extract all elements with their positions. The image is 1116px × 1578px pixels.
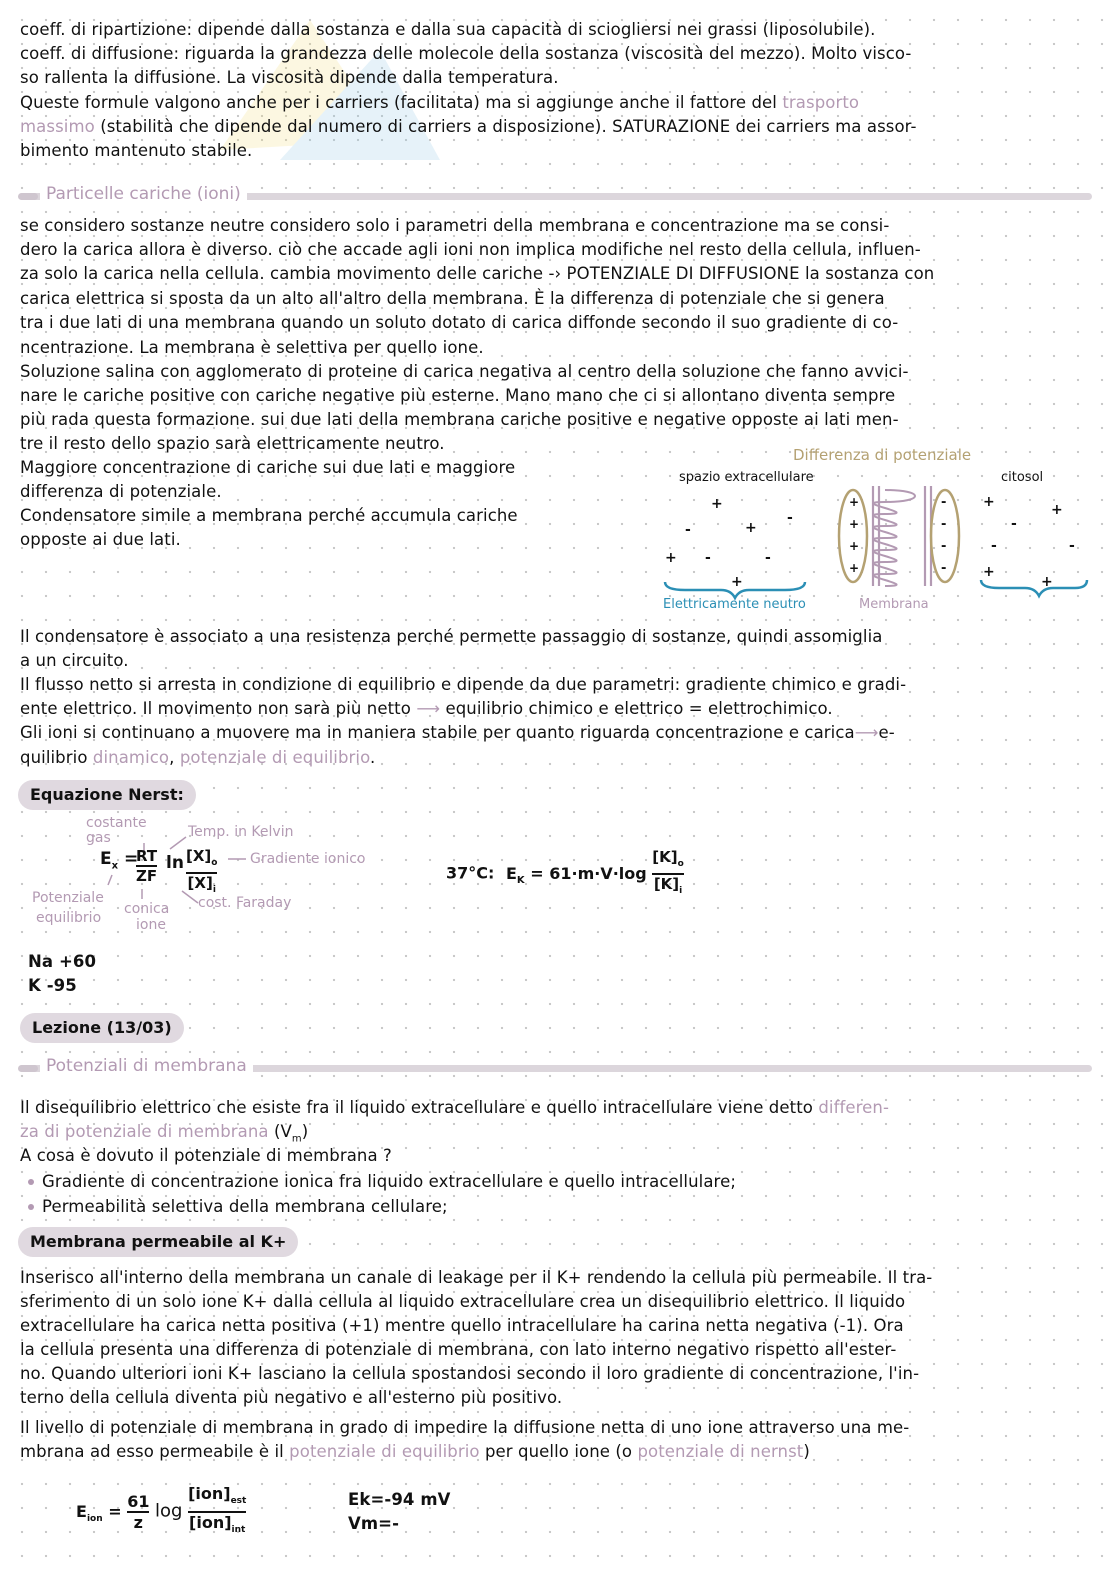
charge-minus: - xyxy=(991,538,997,554)
charge-plus: + xyxy=(731,574,743,590)
charge-minus: - xyxy=(685,522,691,538)
highlight-term: potenziale di equilibrio xyxy=(289,1442,480,1461)
text: coeff. di ripartizione: dipende dalla sostanza e dalla sua capacità di sciogliersi nei grassi (liposolubile). xyxy=(20,20,876,39)
text: Il livello di potenziale di membrana in grado di impedire la diffusione netta di uno ione attraverso una me- xyxy=(20,1418,910,1437)
text: so rallenta la diffusione. La viscosità dipende dalla temperatura. xyxy=(20,68,559,87)
equation-37c xyxy=(446,848,684,900)
log-symbol: log xyxy=(155,1500,183,1522)
charge-plus: + xyxy=(849,539,860,553)
membrane-potential-diagram xyxy=(655,440,1095,620)
charge-plus: + xyxy=(849,561,860,575)
text: Maggiore concentrazione di cariche sui due lati e maggiore xyxy=(20,458,516,477)
pill-lezione: Lezione (13/03) xyxy=(20,1013,184,1043)
annotation-faraday: cost. Faraday xyxy=(198,895,292,911)
k-line-1 xyxy=(20,1266,932,1291)
value-na: Na +60 xyxy=(28,952,97,971)
charge-minus: - xyxy=(941,517,947,532)
mid-line-6 xyxy=(20,746,375,771)
sec1-line-5 xyxy=(20,311,898,336)
text: differenza di potenziale. xyxy=(20,482,222,501)
brace-right xyxy=(981,580,1087,596)
paragraph-ripartizione xyxy=(20,18,875,43)
text: nare le cariche positive con cariche negative più esterne. Mano mano che ci si allontano diventa sempre xyxy=(20,386,896,405)
diagram-title: Differenza di potenziale xyxy=(793,446,972,464)
pill-equazione-nernst: Equazione Nerst: xyxy=(18,780,196,810)
annotation-carica: conica xyxy=(124,901,170,917)
fraction-concentration: $[X]_o$ $[X]_i$ xyxy=(186,847,218,895)
highlight-term: dinamico xyxy=(92,748,170,767)
charge-minus: - xyxy=(787,510,793,526)
bullet-dot xyxy=(28,1204,34,1210)
annotation-gas: gas xyxy=(86,830,111,846)
sec1-line-2 xyxy=(20,238,921,263)
text: (V xyxy=(268,1122,292,1141)
text: carica elettrica si sposta da un alto all'altro della membrana. È la differenza di potenziale che si genera xyxy=(20,289,885,308)
fraction-rt-zf: RT ZF xyxy=(136,847,158,885)
text: tre il resto dello spazio sarà elettricamente neutro. xyxy=(20,434,445,453)
sec1-line-11 xyxy=(20,456,515,481)
mid-line-1 xyxy=(20,625,882,650)
equation-eion xyxy=(76,1484,246,1540)
charge-plus: + xyxy=(849,517,860,531)
text: Il condensatore è associato a una resistenza perché permette passaggio di sostanze, quindi assomiglia xyxy=(20,627,883,646)
label-membrane: Membrana xyxy=(859,597,929,612)
text: e- xyxy=(878,723,895,742)
charge-minus: - xyxy=(941,539,947,554)
section-header-potenziali xyxy=(20,1058,1092,1078)
text: Gradiente di concentrazione ionica fra liquido extracellulare e quello intracellulare; xyxy=(42,1172,736,1191)
text: Gli ioni si continuano a muovere ma in maniera stabile per quanto riguarda concentrazione e carica xyxy=(20,723,855,742)
text: equilibrio chimico e elettrico = elettrochimico. xyxy=(445,699,833,718)
ln-symbol: ln xyxy=(166,853,184,873)
text: ente elettrico. Il movimento non sarà più netto xyxy=(20,699,411,718)
text: ncentrazione. La membrana è selettiva per quello ione. xyxy=(20,338,484,357)
text: Il flusso netto si arresta in condizione di equilibrio e dipende da due parametri: gradiente chimico e gradi- xyxy=(20,675,907,694)
sec1-line-12 xyxy=(20,480,222,505)
bullet-permeabilita xyxy=(20,1195,448,1220)
highlight-term: potenziale di nernst xyxy=(637,1442,804,1461)
charge-plus: + xyxy=(849,495,860,509)
sec2-line-1 xyxy=(20,1096,889,1121)
text: ) xyxy=(301,1122,309,1141)
k-line-6 xyxy=(20,1386,562,1411)
text: per quello ione (o xyxy=(479,1442,638,1461)
annotation-temp: Temp. in Kelvin xyxy=(188,824,294,840)
mid-line-4 xyxy=(20,697,833,722)
text: Condensatore simile a membrana perché accumula cariche xyxy=(20,506,518,525)
sec1-line-9 xyxy=(20,408,899,433)
annotation-equilibrio: equilibrio xyxy=(36,910,102,926)
highlight-term: trasporto xyxy=(782,93,860,112)
annotation-gradiente: Gradiente ionico xyxy=(250,851,366,867)
sec1-line-6 xyxy=(20,336,484,361)
subscript: m xyxy=(291,1133,302,1145)
text: bimento mantenuto stabile. xyxy=(20,141,253,160)
highlight-term: differen- xyxy=(818,1098,890,1117)
sec1-line-4 xyxy=(20,287,885,312)
text: a un circuito. xyxy=(20,651,129,670)
fraction-61-z: $\frac{61}{z}$ xyxy=(127,1492,150,1533)
text: Soluzione salina con agglomerato di proteine di carica negativa al centro della soluzione che fanno avvici- xyxy=(20,362,909,381)
charge-plus: + xyxy=(711,496,723,512)
text: Permeabilità selettiva della membrana cellulare; xyxy=(42,1197,448,1216)
section-title: Particelle cariche (ioni) xyxy=(40,182,247,206)
arrow-right-icon: ⟶ xyxy=(854,723,879,742)
equation-lhs: $E_x$ = xyxy=(100,849,139,872)
paragraph-diffusione-2 xyxy=(20,66,559,91)
sec1-line-8 xyxy=(20,384,895,409)
label-cytosol: citosol xyxy=(1001,470,1044,485)
text: no. Quando ulteriori ioni K+ lasciano la cellula spostandosi secondo il loro gradiente di concentrazione, l'in- xyxy=(20,1364,920,1383)
text: . xyxy=(370,748,376,767)
text: la cellula presenta una differenza di potenziale di membrana, con lato interno negativo rispetto all'ester- xyxy=(20,1340,897,1359)
charge-plus: + xyxy=(983,564,995,580)
text: ) xyxy=(803,1442,810,1461)
paragraph-carriers-3 xyxy=(20,139,252,164)
annotation-ione: ione xyxy=(136,917,166,933)
text: se considero sostanze neutre considero solo i parametri della membrana e concentrazione ma se consi- xyxy=(20,216,890,235)
k-line-8 xyxy=(20,1440,810,1465)
section-bar-start xyxy=(18,1065,38,1072)
highlight-term: za di potenziale di membrana xyxy=(20,1122,269,1141)
fraction-ion: $[ion]_{est}$ $[ion]_{int}$ xyxy=(188,1484,247,1536)
arrow-right-icon: ⟶ xyxy=(416,699,441,718)
text: , xyxy=(169,748,180,767)
value-ek: Ek=-94 mV xyxy=(348,1490,451,1509)
sec1-line-10 xyxy=(20,432,445,457)
k-line-7 xyxy=(20,1416,909,1441)
sec1-line-1 xyxy=(20,214,889,239)
label-extracellular: spazio extracellulare xyxy=(679,470,814,485)
text: coeff. di diffusione: riguarda la grandezza delle molecole della sostanza (viscosità del mezzo). Molto visco- xyxy=(20,44,912,63)
charge-plus: + xyxy=(1051,502,1063,518)
fraction-k: $\frac{[K]_o}{[K]_i}$ xyxy=(652,848,684,896)
text: Il disequilibrio elettrico che esiste fra il liquido extracellulare e quello intracellulare viene detto xyxy=(20,1098,819,1117)
charge-minus: - xyxy=(705,550,711,566)
sec1-line-13 xyxy=(20,504,518,529)
charge-minus: - xyxy=(1069,538,1075,554)
highlight-term: massimo xyxy=(20,117,95,136)
mid-line-2 xyxy=(20,649,129,674)
text: più rada questa formazione. sui due lati della membrana cariche positive e negative opposte ai lati men- xyxy=(20,410,899,429)
text: dero la carica allora è diverso. ciò che accade agli ioni non implica modifiche nel resto della cellula, influen- xyxy=(20,240,921,259)
sec1-line-3 xyxy=(20,262,934,287)
k-line-5 xyxy=(20,1362,919,1387)
membrane-shape xyxy=(873,486,931,586)
charge-plus: + xyxy=(983,494,995,510)
charge-plus: + xyxy=(665,550,677,566)
value-k: K -95 xyxy=(28,976,77,995)
label-neutral: Elettricamente neutro xyxy=(663,597,806,612)
mid-line-5 xyxy=(20,721,895,746)
text: tra i due lati di una membrana quando un soluto dotato di carica diffonde secondo il suo gradiente di co- xyxy=(20,313,899,332)
charge-minus: - xyxy=(765,550,771,566)
charge-plus: + xyxy=(745,520,757,536)
k-line-4 xyxy=(20,1338,896,1363)
bullet-gradiente xyxy=(20,1170,736,1195)
text: terno della cellula diventa più negativo e all'esterno più positivo. xyxy=(20,1388,563,1407)
text: sferimento di un solo ione K+ dalla cellula al liquido extracellulare crea un disequilibrio elettrico. Il liquido xyxy=(20,1292,906,1311)
k-line-3 xyxy=(20,1314,904,1339)
text: (stabilità che dipende dal numero di carriers a disposizione). SATURAZIONE dei carriers ma assor- xyxy=(94,117,917,136)
text: extracellulare ha carica netta positiva (+1) mentre quello intracellulare ha carina netta negativa (-1). Ora xyxy=(20,1316,904,1335)
text: Queste formule valgono anche per i carriers (facilitata) ma si aggiunge anche il fattore del xyxy=(20,93,783,112)
text: opposte ai due lati. xyxy=(20,530,181,549)
highlight-term: potenziale di equilibrio xyxy=(179,748,371,767)
paragraph-diffusione-1 xyxy=(20,42,911,67)
k-line-2 xyxy=(20,1290,905,1315)
text: Inserisco all'interno della membrana un canale di leakage per il K+ rendendo la cellula più permeabile. Il tra- xyxy=(20,1268,933,1287)
pill-membrana-k: Membrana permeabile al K+ xyxy=(18,1227,298,1257)
charge-minus: - xyxy=(941,561,947,576)
sec2-question xyxy=(20,1144,392,1169)
text: quilibrio xyxy=(20,748,93,767)
paragraph-carriers-2 xyxy=(20,115,917,140)
mid-line-3 xyxy=(20,673,906,698)
annotation-potenziale: Potenziale xyxy=(32,890,104,906)
eion-lhs: $E_{ion}$ = xyxy=(76,1501,122,1524)
section-title: Potenziali di membrana xyxy=(40,1054,253,1078)
section-header-ioni xyxy=(20,186,1092,206)
nernst-equation-annotated xyxy=(20,815,440,935)
equation-ek: $E_K = 61\cdot m\cdot V\cdot\log$ xyxy=(505,863,647,886)
section-bar-start xyxy=(18,193,38,200)
charge-minus: - xyxy=(941,495,947,510)
sec1-line-7 xyxy=(20,360,909,385)
value-vm: Vm=- xyxy=(348,1514,400,1533)
label-37c: 37°C: xyxy=(446,863,495,883)
text: mbrana ad esso permeabile è il xyxy=(20,1442,290,1461)
annotation-costante: costante xyxy=(86,815,147,831)
paragraph-carriers-1 xyxy=(20,91,859,116)
bullet-dot xyxy=(28,1179,34,1185)
text: A cosa è dovuto il potenziale di membrana ? xyxy=(20,1146,392,1165)
charge-minus: - xyxy=(1011,516,1017,532)
sec1-line-14 xyxy=(20,528,181,553)
text: za solo la carica nella cellula. cambia movimento delle cariche -› POTENZIALE DI DIFFUSIONE la sostanza con xyxy=(20,264,935,283)
charge-plus: + xyxy=(1041,574,1053,590)
